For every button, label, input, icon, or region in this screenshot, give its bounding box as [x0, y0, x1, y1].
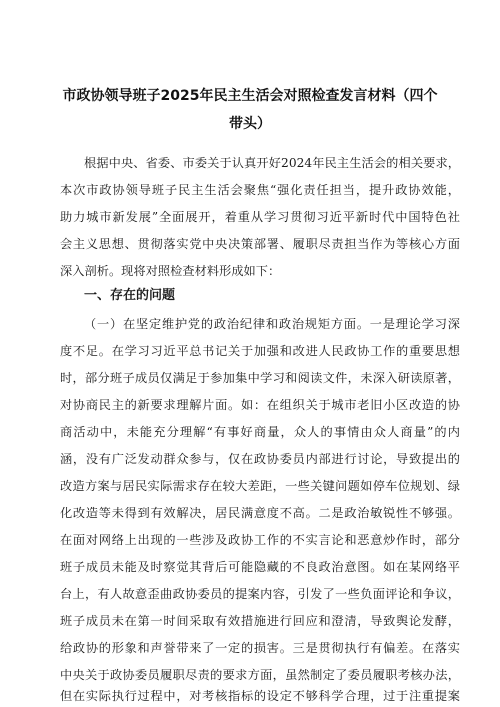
body-line: 但在实际执行过程中，对考核指标的设定不够科学合理，过于注重提案	[60, 689, 460, 703]
body-line: 时，部分班子成员仅满足于参加集中学习和阅读文件，未深入研读原著，	[60, 371, 460, 385]
body-line: 改造方案与居民实际需求存在较大差距，一些关键问题如停车位规划、绿	[60, 479, 460, 493]
body-line: 班子成员未能及时察觉其背后可能隐藏的不良政治意图。如在某网络平	[60, 560, 460, 574]
body-line: 对协商民主的新要求理解片面。如：在组织关于城市老旧小区改造的协	[60, 398, 460, 412]
intro-line: 助力城市新发展”全面展开，着重从学习贯彻习近平新时代中国特色社	[60, 210, 460, 224]
body-line: 给政协的形象和声誉带来了一定的损害。三是贯彻执行有偏差。在落实	[60, 641, 460, 655]
document-title-line-1: 市政协领导班子2025年民主生活会对照检查发言材料（四个	[62, 88, 438, 104]
body-line: 在面对网络上出现的一些涉及政协工作的不实言论和恶意炒作时，部分	[60, 533, 460, 547]
section-heading: 一、存在的问题	[84, 288, 176, 303]
body-line: 班子成员未在第一时间采取有效措施进行回应和澄清，导致舆论发酵，	[60, 614, 460, 628]
body-line: 商活动中，未能充分理解“有事好商量，众人的事情由众人商量”的内	[60, 425, 460, 439]
intro-line: 深入剖析。现将对照检查材料形成如下：	[60, 264, 281, 278]
intro-line: 会主义思想、贯彻落实党中央决策部署、履职尽责担当作为等核心方面	[60, 237, 460, 251]
intro-line: 根据中央、省委、市委关于认真开好2024年民主生活会的相关要求，	[84, 156, 460, 170]
body-line: 化改造等未得到有效解决，居民满意度不高。二是政治敏锐性不够强。	[60, 506, 460, 520]
body-line: 中央关于政协委员履职尽责的要求方面，虽然制定了委员履职考核办法，	[60, 668, 460, 682]
body-line: （一）在坚定维护党的政治纪律和政治规矩方面。一是理论学习深	[84, 317, 460, 331]
body-line: 度不足。在学习习近平总书记关于加强和改进人民政协工作的重要思想	[60, 344, 460, 358]
document-title-line-2: 带头）	[229, 116, 271, 132]
intro-line: 本次市政协领导班子民主生活会聚焦“强化责任担当，提升政协效能，	[60, 183, 460, 197]
body-line: 台上，有人故意歪曲政协委员的提案内容，引发了一些负面评论和争议，	[60, 587, 460, 601]
body-line: 涵，没有广泛发动群众参与，仅在政协委员内部进行讨论，导致提出的	[60, 452, 460, 466]
